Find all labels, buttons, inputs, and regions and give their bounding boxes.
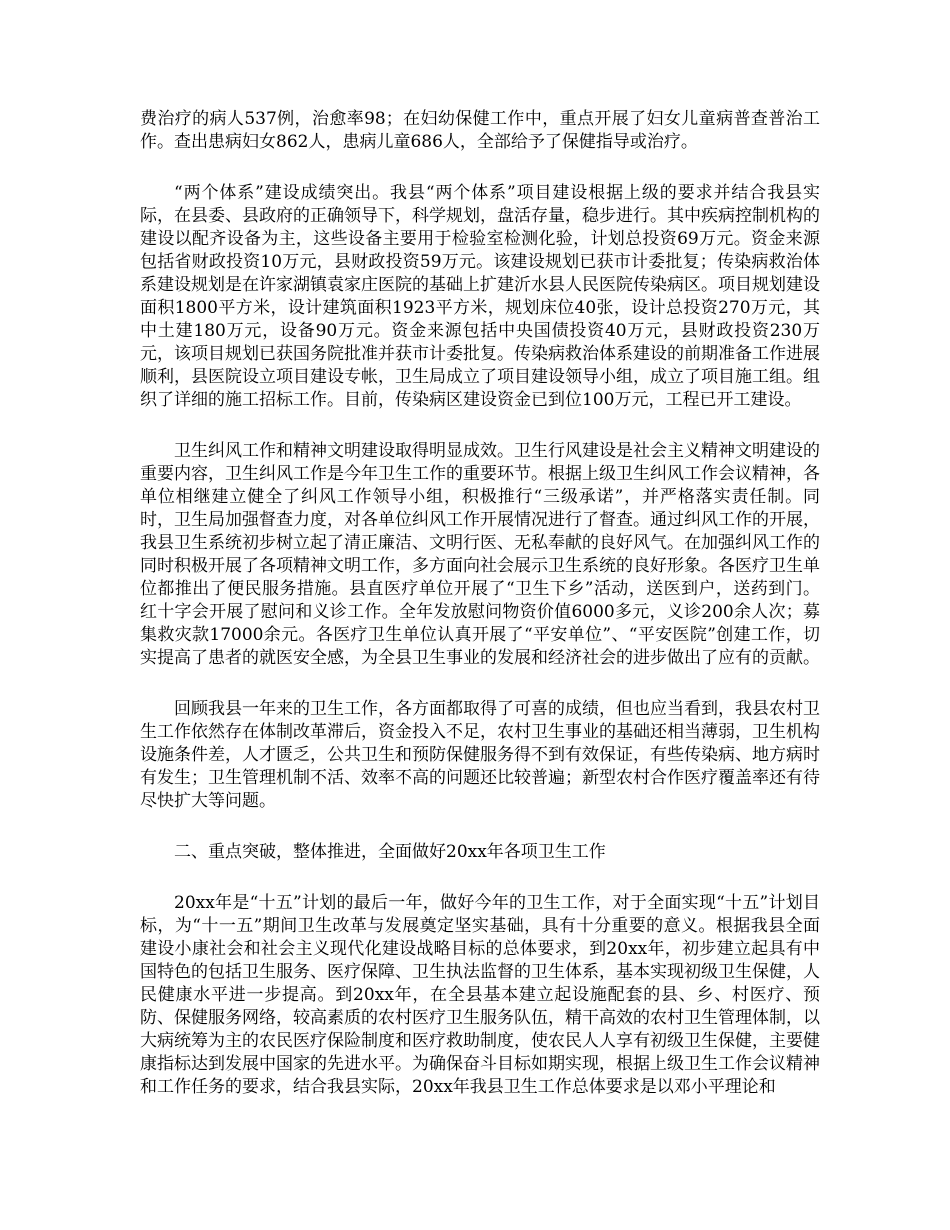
section-heading: 二、重点突破，整体推进，全面做好20xx年各项卫生工作	[174, 842, 606, 862]
paragraph-annual-goals: 20xx年是“十五”计划的最后一年，做好今年的卫生工作，对于全面实现“十五”计划目标，为“十一五”期间卫生改革与发展奠定坚实基础，具有十分重要的意义。根据我县全面建设小康社会和社会主义现代化建设战略目标的总体要求，到20xx年，初步建立起具有中国特色的包括卫生服务、医疗保障、卫生执法监督的卫生体系，基本实现初级卫生保健，人民健康水平进一步提高。到20xx年，在全县基本建立起设施配套的县、乡、村医疗、预防、保健服务网络，较高素质的农村医疗卫生服务队伍，精干高效的农村卫生管理体制，以大病统筹为主的农民医疗保险制度和医疗救助制度，使农民人人享有初级卫生保健，主要健康指标达到发展中国家的先进水平。为确保奋斗目标如期实现，根据上级卫生工作会议精神和工作任务的要求，结合我县实际，20xx年我县卫生工作总体要求是以邓小平理论和	[140, 893, 820, 1097]
paragraph-ethics-civilization: 卫生纠风工作和精神文明建设取得明显成效。卫生行风建设是社会主义精神文明建设的重要内容，卫生纠风工作是今年卫生工作的重要环节。根据上级卫生纠风工作会议精神，各单位相继建立健全了纠风工作领导小组，积极推行“三级承诺”，并严格落实责任制。同时，卫生局加强督查力度，对各单位纠风工作开展情况进行了督查。通过纠风工作的开展，我县卫生系统初步树立起了清正廉洁、文明行医、无私奉献的良好风气。在加强纠风工作的同时积极开展了各项精神文明工作，多方面向社会展示卫生系统的良好形象。各医疗卫生单位都推出了便民服务措施。县直医疗单位开展了“卫生下乡”活动，送医到户，送药到门。红十字会开展了慰问和义诊工作。全年发放慰问物资价值6000多元，义诊200余人次；募集救灾款17000余元。各医疗卫生单位认真开展了“平安单位”、“平安医院”创建工作，切实提高了患者的就医安全感，为全县卫生事业的发展和经济社会的进步做出了应有的贡献。	[140, 441, 820, 668]
paragraph-review-problems: 回顾我县一年来的卫生工作，各方面都取得了可喜的成绩，但也应当看到，我县农村卫生工作依然存在体制改革滞后，资金投入不足，农村卫生事业的基础还相当薄弱，卫生机构设施条件差，人才匮乏，公共卫生和预防保健服务得不到有效保证，有些传染病、地方病时有发生；卫生管理机制不活、效率不高的问题还比较普遍；新型农村合作医疗覆盖率还有待尽快扩大等问题。	[140, 699, 820, 811]
paragraph-two-systems: “两个体系”建设成绩突出。我县“两个体系”项目建设根据上级的要求并结合我县实际，在县委、县政府的正确领导下，科学规划，盘活存量，稳步进行。其中疾病控制机构的建设以配齐设备为主，这些设备主要用于检验室检测化验，计划总投资69万元。资金来源包括省财政投资10万元，县财政投资59万元。该建设规划已获市计委批复；传染病救治体系建设规划是在许家湖镇袁家庄医院的基础上扩建沂水县人民医院传染病区。项目规划建设面积1800平方米，设计建筑面积1923平方米，规划床位40张，设计总投资270万元，其中土建180万元，设备90万元。资金来源包括中央国债投资40万元，县财政投资230万元，该项目规划已获国务院批准并获市计委批复。传染病救治体系建设的前期准备工作进展顺利，县医院设立项目建设专帐，卫生局成立了项目建设领导小组，成立了项目施工组。组织了详细的施工招标工作。目前，传染病区建设资金已到位100万元，工程已开工建设。	[140, 183, 820, 410]
paragraph-maternal-child-health: 费治疗的病人537例，治愈率98；在妇幼保健工作中，重点开展了妇女儿童病普查普治工作。查出患病妇女862人，患病儿童686人，全部给予了保健指导或治疗。	[140, 109, 820, 152]
document-body	[140, 108, 820, 1099]
